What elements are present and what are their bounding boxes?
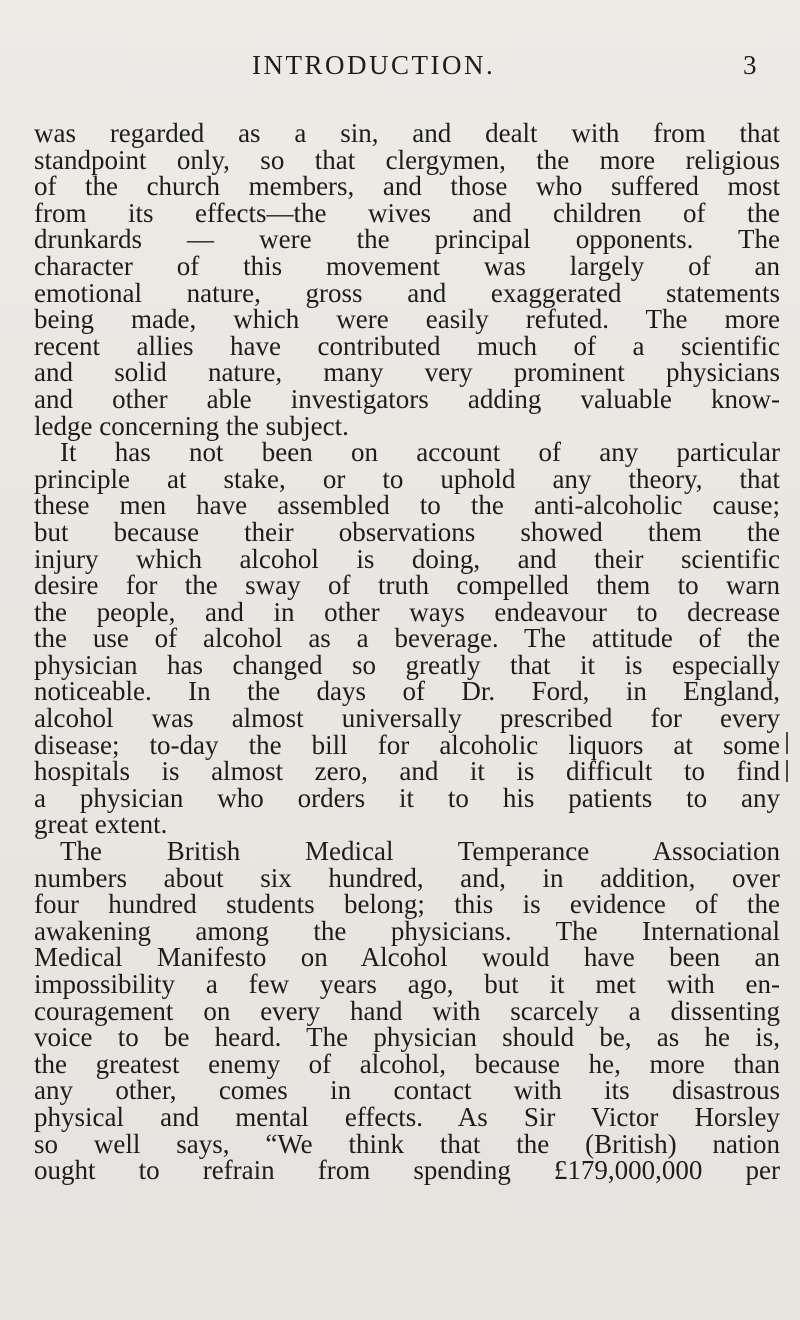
text-line: awakening among the physicians. The International	[34, 915, 780, 946]
text-line: principle at stake, or to uphold any theory, that	[34, 463, 780, 494]
page-number: 3	[743, 50, 757, 80]
text-line: so well says, “We think that the (British) nation	[34, 1128, 780, 1159]
text-line: hospitals is almost zero, and it is difficult to find	[34, 756, 780, 787]
paragraph-end-line: great extent.	[34, 809, 168, 840]
margin-mark	[786, 732, 788, 754]
text-line: desire for the sway of truth compelled them to warn	[34, 570, 780, 601]
text-line: these men have assembled to the anti-alcoholic cause;	[34, 490, 780, 521]
text-line: and other able investigators adding valuable know-	[34, 383, 780, 414]
text-line: impossibility a few years ago, but it met with en-	[34, 969, 780, 999]
text-line: the people, and in other ways endeavour to decrease	[34, 596, 780, 627]
text-line: ought to refrain from spending £179,000,000 per	[34, 1155, 780, 1186]
text-line: a physician who orders it to his patients to any	[34, 782, 780, 813]
text-line: standpoint only, so that clergymen, the more religious	[34, 144, 780, 175]
text-line: but because their observations showed them the	[34, 516, 780, 547]
margin-mark	[786, 760, 788, 782]
text-line: recent allies have contributed much of a scientific	[34, 330, 780, 361]
text-line: any other, comes in contact with its disastrous	[34, 1075, 780, 1106]
text-line: being made, which were easily refuted. The more	[34, 304, 780, 335]
text-line: Medical Manifesto on Alcohol would have been an	[34, 942, 780, 973]
text-line: drunkards — were the principal opponents. The	[34, 224, 780, 255]
text-line: was regarded as a sin, and dealt with from that	[34, 118, 780, 148]
chapter-title: INTRODUCTION.	[252, 50, 496, 80]
text-line: alcohol was almost universally prescribed for every	[34, 703, 780, 734]
text-line: numbers about six hundred, and, in addition, over	[34, 862, 780, 893]
text-line: of the church members, and those who suffered most	[34, 171, 780, 202]
text-line: emotional nature, gross and exaggerated statements	[34, 277, 780, 308]
text-line: injury which alcohol is doing, and their scientific	[34, 543, 780, 574]
text-line: the use of alcohol as a beverage. The attitude of the	[34, 623, 780, 654]
text-line: the greatest enemy of alcohol, because he, more than	[34, 1048, 780, 1079]
text-line: physician has changed so greatly that it is especially	[34, 649, 780, 680]
text-line: physical and mental effects. As Sir Victor Horsley	[34, 1101, 780, 1132]
text-line: character of this movement was largely of an	[34, 250, 780, 281]
text-line: disease; to-day the bill for alcoholic liquors at some	[34, 729, 780, 760]
text-line: noticeable. In the days of Dr. Ford, in England,	[34, 676, 780, 707]
text-line: and solid nature, many very prominent physicians	[34, 357, 780, 388]
paragraph-start-line: It has not been on account of any particular	[60, 437, 780, 468]
paragraph-start-line: The British Medical Temperance Association	[60, 836, 780, 867]
text-line: voice to be heard. The physician should be, as he is,	[34, 1022, 780, 1053]
text-line: four hundred students belong; this is evidence of the	[34, 889, 780, 920]
running-head	[0, 50, 800, 90]
paragraph-end-line: ledge concerning the subject.	[34, 410, 349, 441]
body-text	[34, 120, 780, 1184]
text-line: couragement on every hand with scarcely a dissenting	[34, 995, 780, 1026]
text-line: from its effects—the wives and children of the	[34, 197, 780, 228]
